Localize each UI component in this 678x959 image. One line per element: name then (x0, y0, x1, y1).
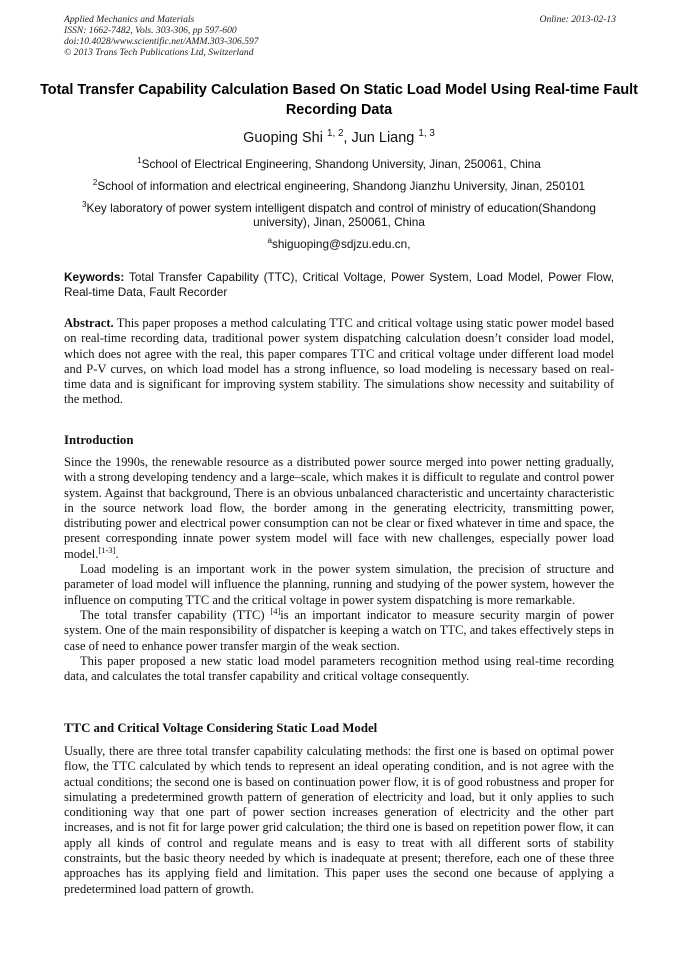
affiliation-1-number: 1 (137, 156, 142, 166)
author-separator: , (343, 130, 352, 146)
keywords-block (64, 270, 614, 300)
doi-line: doi:10.4028/www.scientific.net/AMM.303-306.597 (64, 36, 259, 47)
online-date: Online: 2013-02-13 (539, 14, 616, 25)
email-marker: a (267, 236, 272, 246)
issn-line: ISSN: 1662-7482, Vols. 303-306, pp 597-600 (64, 25, 237, 36)
copyright-line: © 2013 Trans Tech Publications Ltd, Switzerland (64, 47, 254, 58)
journal-name: Applied Mechanics and Materials (64, 14, 195, 25)
author-1-affiliation: 1, 2 (327, 128, 344, 140)
author-2: Jun Liang (351, 130, 415, 146)
affiliation-1-text: School of Electrical Engineering, Shandong University, Jinan, 250061, China (141, 157, 541, 171)
section-ttc-paragraph-1: Usually, there are three total transfer capability calculating methods: the first one is based on optimal power flow, the TTC calculated by which tends to represent an ideal operating condition, and is not agree with the actual conditions; the second one is based on continuation power flow, it is of good robustness and proper for simulating a predetermined growth pattern of generation of electricity and load, but it only applies to such conditioning way that one part of power section increases generation of electricity and the other part increases, and is not fit for large power grid calculation; the third one is based on repetition power flow, it can apply all kinds of control and regulate means and is easy to treat with all different sorts of stability constraints, but the basic theory needed by which is inadequate at present; therefore, each one of these three approaches has its applying field and limitation. This paper uses the second one because of applying a predetermined load pattern of growth. (64, 744, 614, 896)
citation-4[interactable]: [4] (270, 605, 281, 616)
intro-paragraph-3-rest: is an important indicator to measure security margin of power system. One of the main responsibility of dispatcher is keeping a watch on TTC, and takes effectively steps in case of need to enhance power transfer margin of the weak section. (64, 607, 615, 653)
abstract-text: This paper proposes a method calculating TTC and critical voltage using static power model based on real-time recording data, traditional power system dispatching calculation doesn’t consider load model, which does not agree with the real, this paper compares TTC and critical voltage under different load model and P-V curves, on which load model has a strong influence, so load modeling is necessary based on real-time data and is significant for improving system stability. The simulations show necessity and suitability of the method. (64, 316, 614, 407)
intro-paragraph-1-end: . (115, 546, 119, 561)
intro-paragraph-3 (64, 605, 615, 654)
paper-title: Total Transfer Capability Calculation Based On Static Load Model Using Real-time Fault Recording Data (40, 82, 638, 118)
affiliation-3-number: 3 (82, 200, 87, 210)
intro-paragraph-4: This paper proposed a new static load model parameters recognition method using real-time recording data, and calculates the total transfer capability and critical voltage consequently. (64, 653, 614, 684)
intro-paragraph-1-text: Since the 1990s, the renewable resource as a distributed power source merged into power netting gradually, with a strong developing tendency and a large–scale, which makes it is difficult to regulate and control power system. Against that background, There is an obvious unbalanced characteristic and uncertainty characteristic in the source network load flow, the border among in the generating electricity, transmitting power, distributing power and electrical power consumption can not be clear or fixed whatever in time and space, the present corresponding innate power system model will face with new challenges, especially power load model. (64, 455, 614, 561)
introduction-heading: Introduction (64, 433, 134, 447)
keywords-text: Total Transfer Capability (TTC), Critical Voltage, Power System, Load Model, Power Flow, Real-time Data, Fault Recorder (64, 270, 614, 299)
affiliation-3-text: Key laboratory of power system intelligent dispatch and control of ministry of education(Shandong university), Jinan, 250061, China (86, 201, 596, 229)
contact-email (40, 237, 638, 251)
abstract-label: Abstract. (64, 316, 114, 330)
email-text[interactable]: shiguoping@sdjzu.edu.cn, (271, 237, 411, 251)
author-1: Guoping Shi (243, 130, 323, 146)
affiliation-2 (40, 179, 638, 193)
intro-paragraph-2: Load modeling is an important work in the power system simulation, the precision of structure and parameter of load model will influence the planning, running and studying of the power system, however the influence on computing TTC and the critical voltage in power system dispatching is more remarkable. (64, 562, 614, 607)
affiliation-3 (60, 201, 618, 229)
affiliation-2-text: School of information and electrical engineering, Shandong Jianzhu University, Jinan, 250101 (97, 179, 586, 193)
author-list (40, 130, 638, 146)
intro-paragraph-1 (64, 455, 614, 562)
section-ttc-body (64, 744, 614, 897)
citation-1-3[interactable]: [1-3] (98, 544, 116, 555)
affiliation-1 (40, 157, 638, 171)
journal-header (64, 14, 616, 58)
introduction-body (64, 455, 614, 684)
affiliation-2-number: 2 (92, 178, 98, 188)
intro-paragraph-3-start: The total transfer capability (TTC) (80, 607, 271, 622)
author-2-affiliation: 1, 3 (418, 128, 435, 140)
keywords-label: Keywords: (64, 270, 125, 284)
abstract-block (64, 316, 614, 408)
section-ttc-heading: TTC and Critical Voltage Considering Static Load Model (64, 721, 378, 735)
